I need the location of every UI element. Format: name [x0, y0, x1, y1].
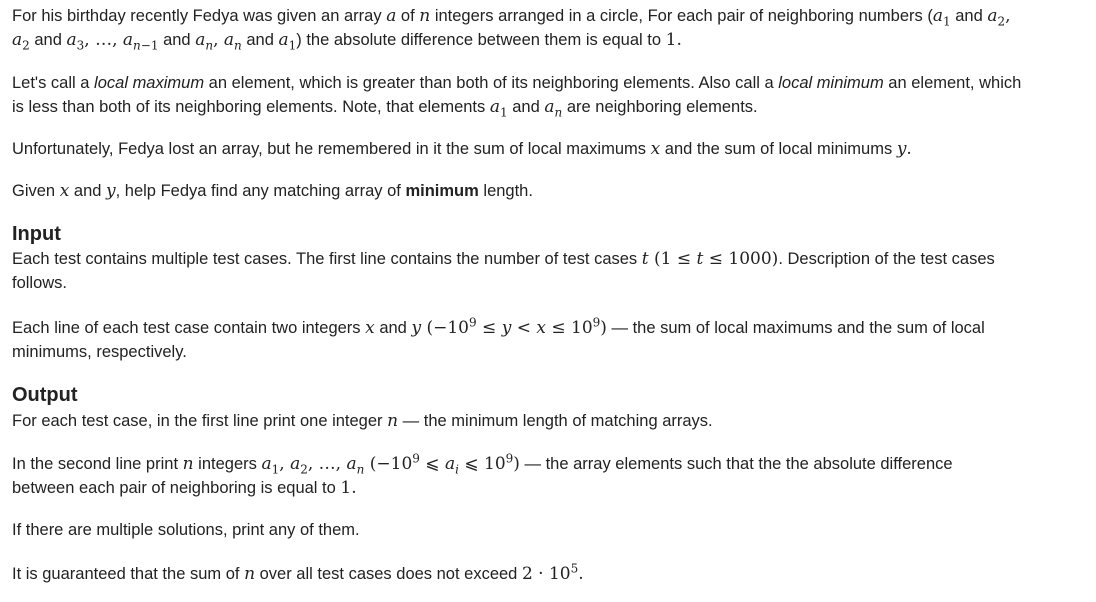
text: length.	[483, 182, 533, 200]
text: and	[955, 7, 983, 25]
math-y: y	[106, 181, 116, 201]
text: over all test cases does not exceed	[259, 565, 518, 583]
math-n: n	[387, 411, 399, 431]
input-paragraph-2	[12, 316, 1090, 364]
math-array-constraint: $a_1$, $a_2$, …, $a_n$ ($-10^9$ ⩽ $a_i$ ⩽ $10^9$)	[261, 451, 520, 477]
text: follows.	[12, 274, 68, 292]
math-sum-limit: $2 \cdot 10^5$.	[521, 561, 584, 584]
text: of	[400, 7, 415, 25]
text: It is guaranteed that the sum of	[12, 565, 240, 583]
math-one: 1.	[340, 478, 357, 498]
text: and	[163, 31, 191, 49]
text: Each test contains multiple test cases. The first line contains the number of test cases	[12, 250, 638, 268]
math-one: 1.	[665, 30, 682, 50]
output-paragraph-2	[12, 452, 1090, 500]
section-title-input: Input	[12, 223, 61, 245]
math-y: y	[896, 139, 907, 159]
text: integers	[198, 455, 257, 473]
text: , help Fedya find any matching array of	[115, 182, 401, 200]
math-x: x	[650, 139, 661, 159]
text: In the second line print	[12, 455, 179, 473]
math-a1: $a_1$	[278, 30, 297, 53]
text: and	[379, 319, 407, 337]
legend-paragraph-1	[12, 4, 1090, 52]
input-paragraph-1	[12, 247, 1090, 295]
output-paragraph-3	[12, 518, 1090, 542]
math-an: $a_n$, $a_n$	[195, 30, 242, 53]
math-n: n	[244, 564, 256, 584]
text: and	[73, 182, 102, 200]
text: and	[512, 98, 540, 116]
text: an element, which is greater than both of its neighboring elements. Also call a	[208, 74, 774, 92]
text: ) the absolute difference between them is equal to	[296, 31, 662, 49]
text: . Description of the test cases	[778, 250, 995, 268]
math-x: x	[365, 318, 375, 338]
text: For his birthday recently Fedya was given an array	[12, 7, 382, 25]
math-t-constraint: t (1 ≤ t ≤ 1000)	[641, 249, 779, 269]
math-a3-an: $a_3$, …, $a_{n-1}$	[66, 30, 159, 53]
text: is less than both of its neighboring elements. Note, that elements	[12, 98, 486, 116]
output-paragraph-1	[12, 409, 1090, 433]
math-an: $a_n$	[544, 97, 563, 120]
section-title-output: Output	[12, 384, 78, 406]
math-a2: $a_2$	[12, 30, 30, 53]
output-paragraph-4	[12, 562, 1090, 586]
legend-paragraph-4	[12, 179, 1090, 203]
text: between each pair of neighboring is equal to	[12, 479, 336, 497]
math-n: n	[182, 454, 194, 474]
text: minimums, respectively.	[12, 343, 187, 361]
text: — the array elements such that the the absolute difference	[524, 455, 953, 473]
text: Unfortunately, Fedya lost an array, but he remembered in it the sum of local maximums	[12, 140, 646, 158]
term-local-minimum: local minimum	[778, 74, 884, 92]
text: If there are multiple solutions, print any of them.	[12, 521, 360, 539]
math-x: x	[59, 181, 70, 201]
text: Each line of each test case contain two integers	[12, 319, 361, 337]
text: an element, which	[888, 74, 1022, 92]
math-xy-constraint: y $(-10^9 \le y < x \le 10^9)$	[411, 315, 607, 338]
text: are neighboring elements.	[566, 98, 758, 116]
text: Given	[12, 182, 56, 200]
math-a: a	[386, 6, 397, 26]
text: and	[246, 31, 274, 49]
text: and the sum of local minimums	[664, 140, 893, 158]
legend-paragraph-2	[12, 71, 1090, 119]
math-a1: $a_1$	[932, 6, 951, 29]
text: Let's call a	[12, 74, 90, 92]
term-local-maximum: local maximum	[94, 74, 205, 92]
text: and	[34, 31, 62, 49]
text: For each test case, in the first line print one integer	[12, 412, 383, 430]
math-n: n	[419, 6, 431, 26]
math-a1: $a_1$	[489, 97, 508, 120]
text: — the minimum length of matching arrays.	[402, 412, 713, 430]
legend-paragraph-3: Unfortunately, Fedya lost an array, but he remembered in it the sum of local maximums x and the sum of local minimums y.	[12, 139, 912, 159]
text: integers arranged in a circle, For each pair of neighboring numbers (	[434, 7, 933, 25]
math-a2: $a_2$,	[987, 6, 1011, 29]
text: — the sum of local maximums and the sum of local	[611, 319, 985, 337]
bold-minimum: minimum	[405, 182, 479, 200]
